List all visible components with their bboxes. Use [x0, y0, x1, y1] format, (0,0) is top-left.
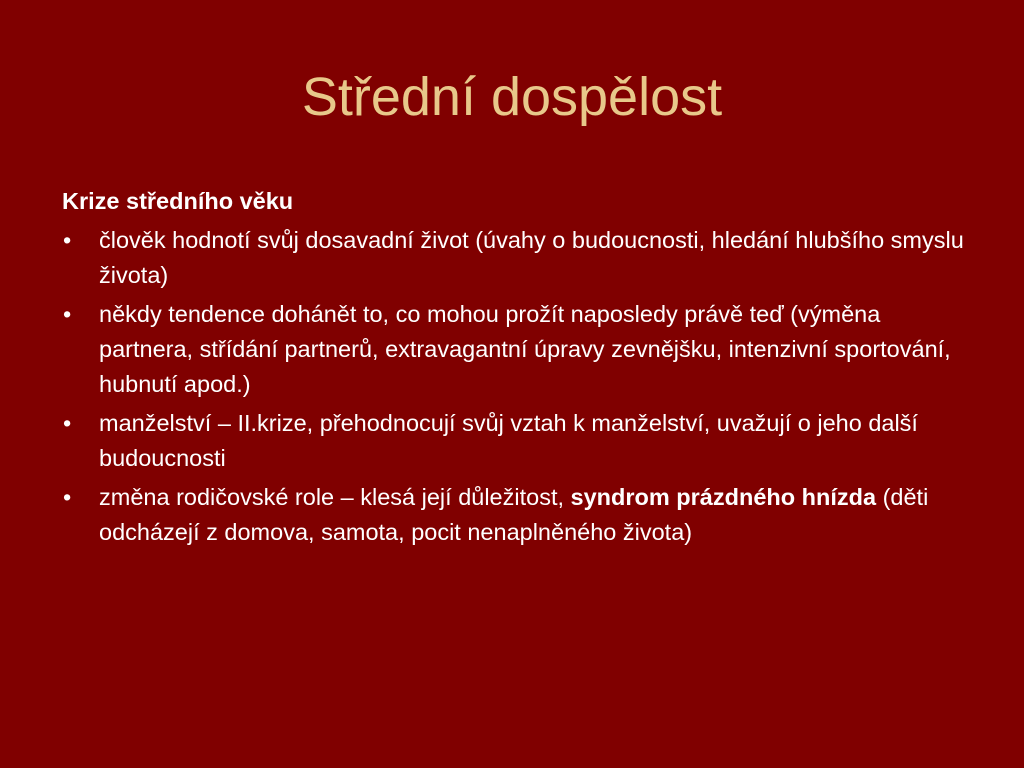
list-item-text	[99, 484, 928, 545]
bullet-icon: •	[63, 410, 72, 436]
list-item	[62, 297, 972, 402]
slide-content	[62, 184, 972, 550]
list-item-text: člověk hodnotí svůj dosavadní život (úvahy o budoucnosti, hledání hlubšího smyslu života)	[99, 227, 964, 288]
list-item	[62, 223, 972, 293]
list-item-text-after: (děti odcházejí z domova, samota, pocit nenaplněného života)	[99, 484, 929, 545]
bullet-icon: •	[63, 301, 72, 327]
bullet-list	[62, 223, 972, 550]
slide-title: Střední dospělost	[301, 67, 723, 127]
list-item-text: někdy tendence dohánět to, co mohou prožít naposledy právě teď (výměna partnera, střídání partnerů, extravagantní úpravy zevnějšku, intenzivní sportování, hubnutí apod.)	[99, 301, 951, 397]
list-item	[62, 406, 972, 476]
list-item-text-before: změna rodičovské role – klesá její důležitost,	[99, 484, 571, 510]
subheading: Krize středního věku	[62, 188, 294, 214]
list-item-text: manželství – II.krize, přehodnocují svůj vztah k manželství, uvažují o jeho další budoucnosti	[99, 410, 918, 471]
list-item	[62, 480, 972, 550]
bullet-icon: •	[63, 484, 72, 510]
bullet-icon: •	[63, 227, 72, 253]
emphasized-term: syndrom prázdného hnízda	[570, 484, 877, 510]
